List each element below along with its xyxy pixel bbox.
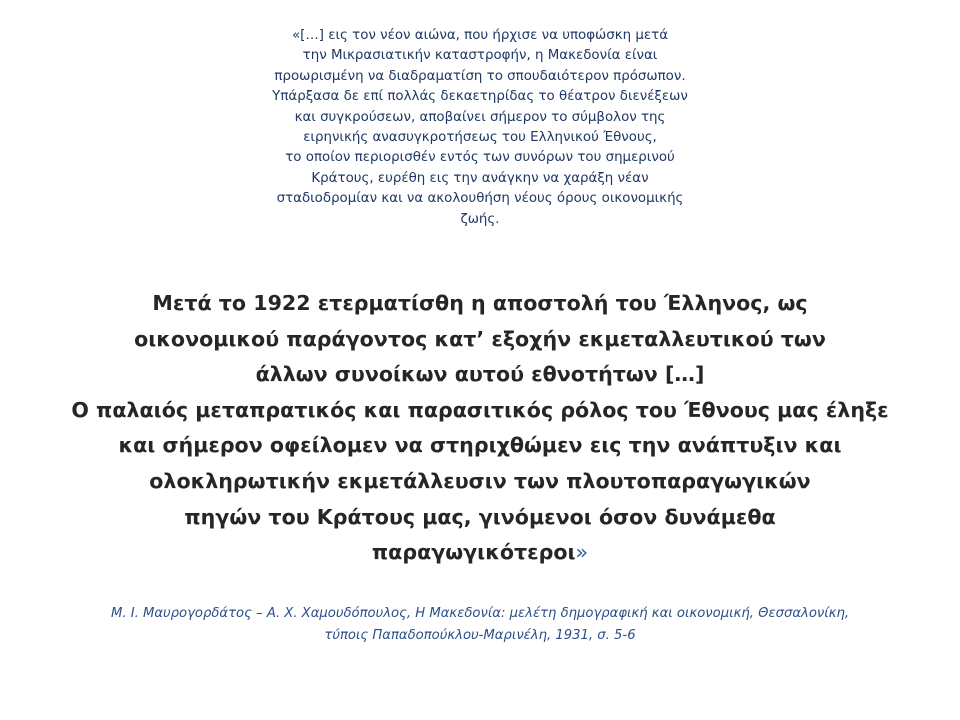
intro-quote xyxy=(220,26,740,230)
intro-quote-line: την Μικρασιατικήν καταστροφήν, η Μακεδονία είναι xyxy=(302,48,658,64)
main-quote-line: πηγών του Κράτους μας, γινόμενοι όσον δυνάμεθα xyxy=(184,504,776,529)
closing-quote-mark: » xyxy=(575,540,589,565)
main-quote-line: οικονομικού παράγοντος κατ’ εξοχήν εκμεταλλευτικού των xyxy=(134,326,826,351)
intro-quote-line: το οποίον περιορισθέν εντός των συνόρων του σημερινού xyxy=(285,150,675,166)
intro-quote-line: ειρηνικής ανασυγκροτήσεως του Ελληνικού Έθνους, xyxy=(303,130,657,146)
intro-quote-line: ζωής. xyxy=(460,211,500,227)
intro-quote-line: Υπάρξασα δε επί πολλάς δεκαετηρίδας το θέατρον διενέξεων xyxy=(272,89,688,105)
intro-quote-line: σταδιοδρομίαν και να ακολουθήση νέους όρους οικονομικής xyxy=(276,191,684,207)
main-quote-line: άλλων συνοίκων αυτού εθνοτήτων […] xyxy=(255,362,705,387)
main-quote-line: Μετά το 1922 ετερματίσθη η αποστολή του Έλληνος, ως xyxy=(152,291,808,315)
intro-quote-line: «[…] εις τον νέον αιώνα, που ήρχισε να υποφώσκη μετά xyxy=(291,28,669,43)
intro-quote-line: και συγκρούσεων, αποβαίνει σήμερον το σύμβολον της xyxy=(294,109,666,125)
main-quote-line: ολοκληρωτικήν εκμετάλλευσιν των πλουτοπαραγωγικών xyxy=(149,468,811,493)
main-quote-line: Ο παλαιός μεταπρατικός και παρασιτικός ρόλος του Έθνους μας έληξε xyxy=(71,397,889,422)
citation xyxy=(30,603,930,647)
citation-line-2: τύποις Παπαδοπούκλου-Μαρινέλη, 1931, σ. 5-6 xyxy=(324,628,636,643)
main-quote-last-word: παραγωγικότεροι xyxy=(371,540,576,565)
main-quote-last-line xyxy=(20,535,940,571)
main-quote-line: και σήμερον οφείλομεν να στηριχθώμεν εις την ανάπτυξιν και xyxy=(118,433,842,458)
citation-line-1: Μ. Ι. Μαυρογορδάτος – Α. Χ. Χαμουδόπουλος, Η Μακεδονία: μελέτη δημογραφική και οικονομική, Θεσσαλονίκη, xyxy=(110,606,850,621)
main-quote xyxy=(20,286,940,571)
intro-quote-line: προωρισμένη να διαδραματίση το σπουδαιότερον πρόσωπον. xyxy=(274,68,686,84)
intro-quote-line: Κράτους, ευρέθη εις την ανάγκην να χαράξη νέαν xyxy=(311,170,649,186)
